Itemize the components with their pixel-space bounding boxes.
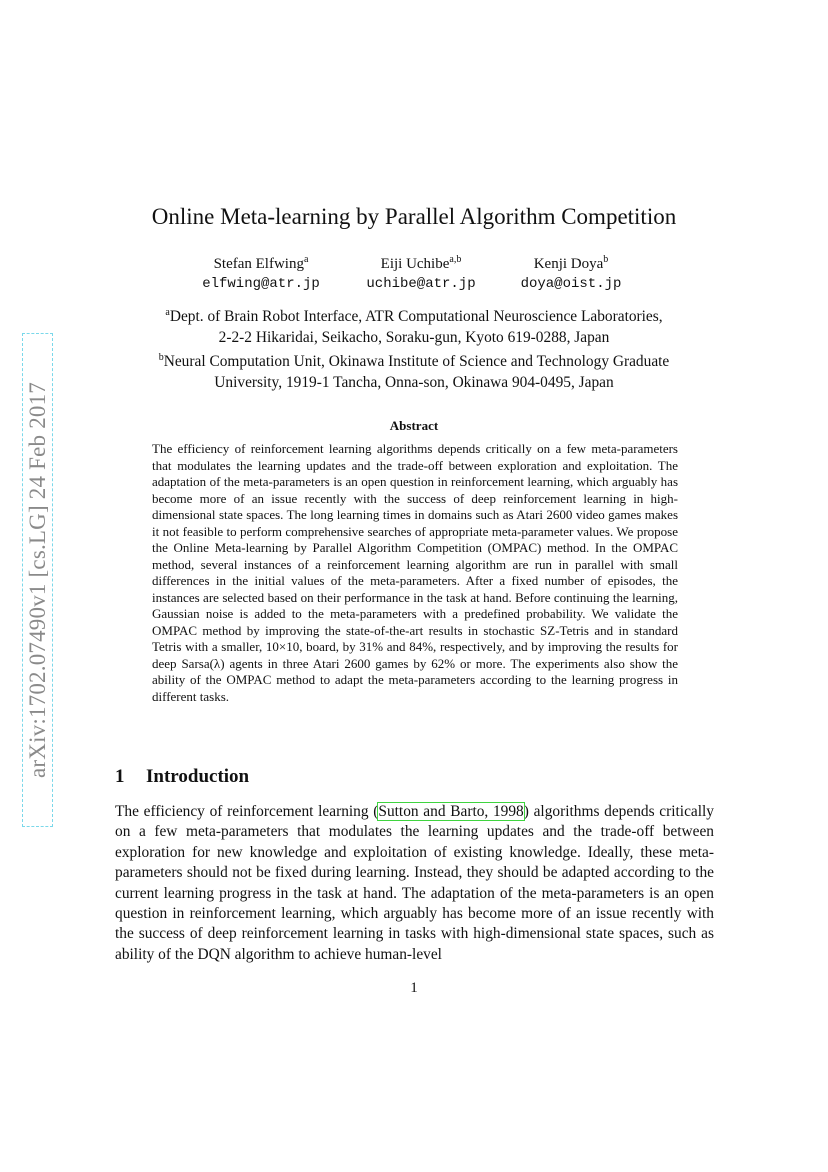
page-number: 1 (410, 980, 418, 996)
arxiv-stamp (22, 333, 53, 827)
citation-link[interactable]: Sutton and Barto, 1998 (378, 803, 524, 820)
author-email: uchibe@atr.jp (366, 276, 476, 292)
author-email: doya@oist.jp (520, 276, 622, 292)
author-name: Stefan Elfwing (213, 256, 304, 272)
paper-title: Online Meta-learning by Parallel Algorithm Competition (151, 204, 677, 229)
author-block (506, 250, 636, 294)
affil-line: Dept. of Brain Robot Interface, ATR Computational Neuroscience Laboratories, (169, 308, 663, 326)
author-name: Kenji Doya (533, 256, 604, 272)
author-affil-mark: a,b (449, 254, 462, 265)
arxiv-id: arXiv:1702.07490v1 [cs.LG] 24 Feb 2017 (24, 382, 50, 778)
affil-line: 2-2-2 Hikaridai, Seikacho, Soraku-gun, Kyoto 619-0288, Japan (218, 328, 610, 346)
abstract-body: The efficiency of reinforcement learning algorithms depends critically on a few meta-parameters that modulates the learning updates and the trade-off between exploration and exploitation. The adaptation of the meta-parameters is an open question in reinforcement learning, which arguably has become more of an issue recently with the success of deep reinforcement learning in high-dimensional state spaces. The long learning times in domains such as Atari 2600 video games makes it not feasible to perform comprehensive searches of appropriate meta-parameter values. We propose the Online Meta-learning by Parallel Algorithm Competition (OMPAC) method. In the OMPAC method, several instances of a reinforcement learning algorithm are run in parallel with small differences in the initial values of the meta-parameters. After a fixed number of episodes, the instances are selected based on their performance in the task at hand. Before continuing the learning, Gaussian noise is added to the meta-parameters with a predefined probability. We validate the OMPAC method by improving the state-of-the-art results in stochastic SZ-Tetris and in standard Tetris with a smaller, 10×10, board, by 31% and 84%, respectively, and by improving the results for deep Sarsa(λ) agents in three Atari 2600 games by 62% or more. The experiments also show the ability of the OMPAC method to adapt the meta-parameters according to the learning progress in different tasks. (152, 441, 678, 704)
affil-mark: a (165, 307, 170, 318)
affil-line: Neural Computation Unit, Okinawa Institute of Science and Technology Graduate (163, 353, 670, 371)
section-number: 1 (115, 766, 125, 787)
author-block (356, 250, 486, 294)
affil-mark: b (158, 352, 164, 364)
author-affil-mark: a (303, 254, 309, 265)
intro-text: ) algorithms depends critically on a few meta-parameters that modulates the learning updates and the trade-off between exploration for new knowledge and exploitation of existing knowledge. Ideally, these meta-parameters should not be fixed during learning. Instead, they should be adapted according to the current learning progress in the task at hand. The adaptation of the meta-parameters is an open question in reinforcement learning, which arguably has become more of an issue recently with the success of deep reinforcement learning in tasks with high-dimensional state spaces, such as ability of the DQN algorithm to achieve human-level (115, 803, 714, 963)
intro-text: The efficiency of reinforcement learning ( (115, 803, 379, 820)
author-block (186, 250, 336, 294)
author-email: elfwing@atr.jp (202, 276, 320, 292)
abstract-heading: Abstract (389, 418, 439, 433)
author-name: Eiji Uchibe (380, 256, 450, 272)
section-heading (115, 765, 249, 789)
section-title: Introduction (146, 766, 250, 787)
affiliations (100, 303, 728, 393)
intro-paragraph (115, 802, 714, 965)
author-affil-mark: b (603, 254, 609, 265)
affil-line: University, 1919-1 Tancha, Onna-son, Okinawa 904-0495, Japan (214, 373, 614, 391)
